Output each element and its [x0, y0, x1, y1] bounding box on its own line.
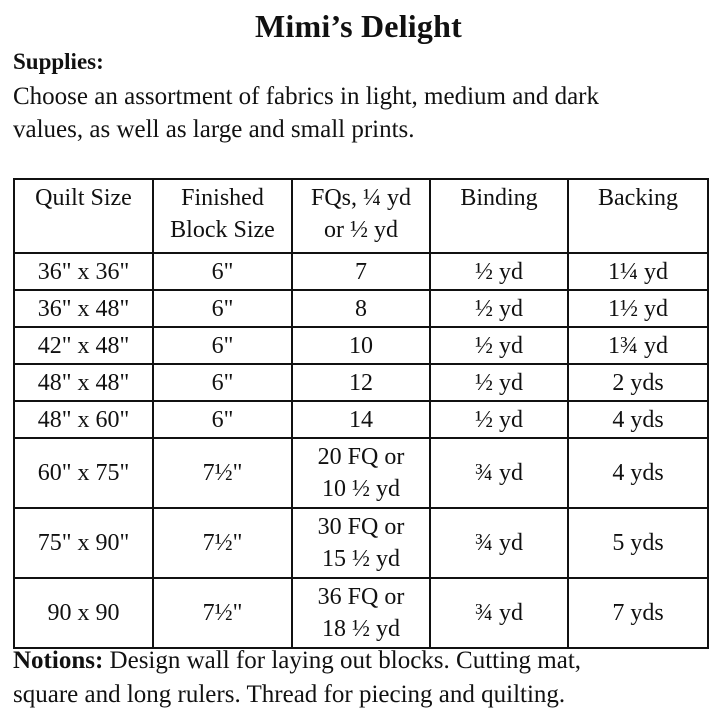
cell-quilt-size: 60" x 75" [14, 438, 153, 508]
cell-backing: 1¾ yd [568, 327, 708, 364]
cell-binding: ½ yd [430, 401, 568, 438]
cell-fq: 7 [292, 253, 430, 290]
cell-block-size: 6" [153, 290, 292, 327]
cell-block-size: 6" [153, 401, 292, 438]
header-quilt-size: Quilt Size [14, 179, 153, 253]
cell-backing: 5 yds [568, 508, 708, 578]
supplies-line-2: values, as well as large and small prints. [13, 116, 415, 143]
cell-fq: 20 FQ or 10 ½ yd [292, 438, 430, 508]
cell-fq: 36 FQ or 18 ½ yd [292, 578, 430, 648]
table-row [14, 401, 708, 438]
table-row [14, 253, 708, 290]
notions-label: Notions: [13, 647, 104, 674]
page-title: Mimi’s Delight [255, 8, 462, 44]
table-header-row [14, 179, 708, 253]
cell-quilt-size: 75" x 90" [14, 508, 153, 578]
table-row [14, 290, 708, 327]
cell-backing: 4 yds [568, 438, 708, 508]
cell-backing: 1½ yd [568, 290, 708, 327]
cell-binding: ½ yd [430, 290, 568, 327]
cell-quilt-size: 48" x 48" [14, 364, 153, 401]
cell-block-size: 7½" [153, 508, 292, 578]
supplies-description [13, 80, 703, 146]
notions-text-line-2: square and long rulers. Thread for piecing and quilting. [13, 681, 566, 708]
cell-quilt-size: 48" x 60" [14, 401, 153, 438]
cell-fq: 10 [292, 327, 430, 364]
header-finished-block-size: Finished Block Size [153, 179, 292, 253]
table-row [14, 327, 708, 364]
cell-fq: 12 [292, 364, 430, 401]
cell-backing: 7 yds [568, 578, 708, 648]
cell-backing: 1¼ yd [568, 253, 708, 290]
cell-binding: ½ yd [430, 327, 568, 364]
cell-fq: 14 [292, 401, 430, 438]
cell-fq: 8 [292, 290, 430, 327]
cell-block-size: 6" [153, 327, 292, 364]
header-backing: Backing [568, 179, 708, 253]
supplies-heading: Supplies: [13, 49, 104, 74]
cell-binding: ½ yd [430, 253, 568, 290]
cell-binding: ¾ yd [430, 508, 568, 578]
cell-block-size: 7½" [153, 438, 292, 508]
cell-binding: ¾ yd [430, 578, 568, 648]
table-row [14, 578, 708, 648]
notions-paragraph [13, 644, 713, 712]
supplies-line-1: Choose an assortment of fabrics in light, medium and dark [13, 83, 599, 110]
table-row [14, 438, 708, 508]
cell-quilt-size: 90 x 90 [14, 578, 153, 648]
table-row [14, 508, 708, 578]
header-binding: Binding [430, 179, 568, 253]
cell-binding: ¾ yd [430, 438, 568, 508]
header-fqs: FQs, ¼ yd or ½ yd [292, 179, 430, 253]
cell-block-size: 6" [153, 364, 292, 401]
notions-text-line-1: Design wall for laying out blocks. Cutting mat, [103, 647, 582, 674]
cell-backing: 2 yds [568, 364, 708, 401]
cell-quilt-size: 36" x 36" [14, 253, 153, 290]
table-row [14, 364, 708, 401]
supplies-table [13, 178, 709, 649]
cell-backing: 4 yds [568, 401, 708, 438]
cell-binding: ½ yd [430, 364, 568, 401]
cell-quilt-size: 36" x 48" [14, 290, 153, 327]
cell-block-size: 6" [153, 253, 292, 290]
cell-fq: 30 FQ or 15 ½ yd [292, 508, 430, 578]
cell-block-size: 7½" [153, 578, 292, 648]
cell-quilt-size: 42" x 48" [14, 327, 153, 364]
